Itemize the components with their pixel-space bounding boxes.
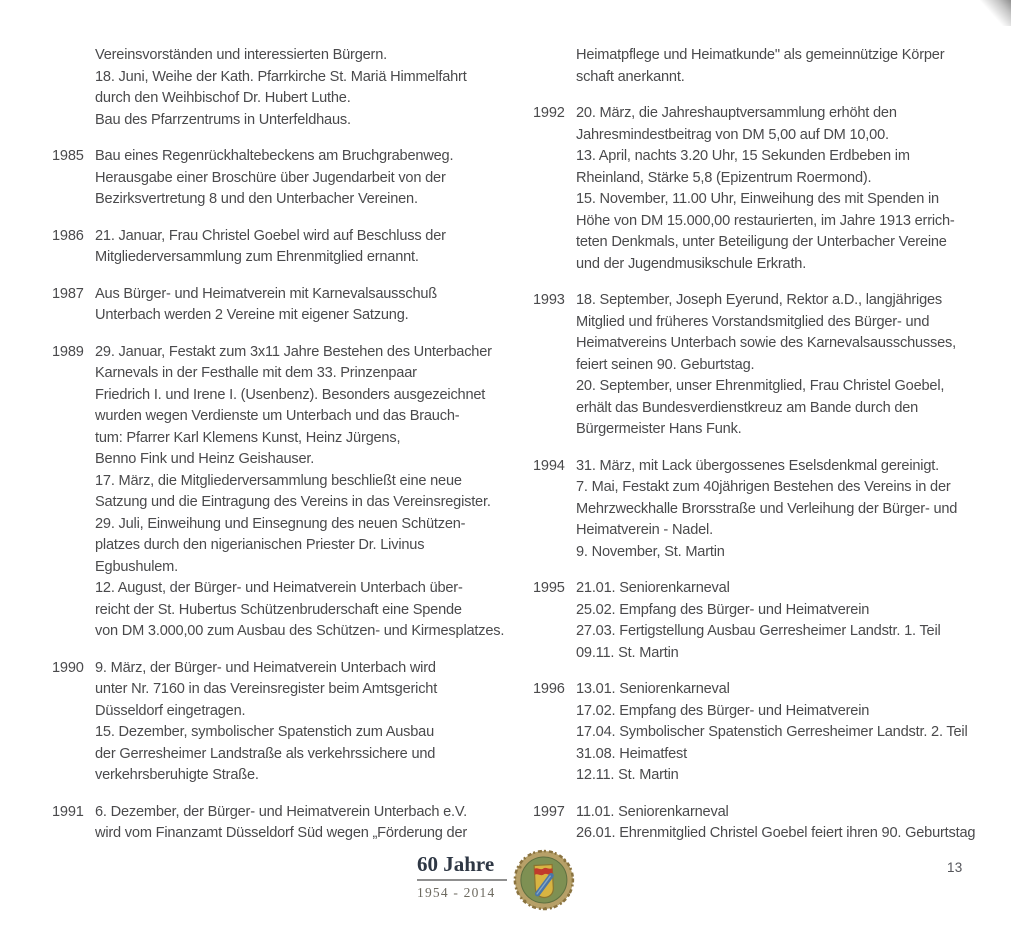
timeline-entry (52, 45, 517, 131)
entry-line: Jahresmindestbeitrag von DM 5,00 auf DM 10,00. (576, 126, 889, 143)
entry-line: von DM 3.000,00 zum Ausbau des Schützen- und Kirmesplatzes. (95, 623, 505, 639)
entry-line: 20. September, unser Ehrenmitglied, Frau Christel Goebel, (576, 378, 945, 394)
badge-years: 1954 - 2014 (417, 885, 496, 900)
timeline-entry (533, 290, 1008, 441)
entry-line: 15. November, 11.00 Uhr, Einweihung des mit Spenden in (576, 191, 939, 207)
page-curl-shadow (973, 0, 1011, 26)
timeline-entry (52, 226, 517, 269)
entry-line: Karnevals in der Festhalle mit dem 33. Prinzenpaar (95, 365, 417, 381)
entry-text (576, 45, 1008, 88)
entry-line: 26.01. Ehrenmitglied Christel Goebel feiert ihren 90. Geburtstag (576, 825, 976, 841)
timeline-entry (52, 146, 517, 211)
entry-text (576, 578, 1008, 664)
entry-line: Heimatpflege und Heimatkunde" als gemeinnützige Körper (576, 47, 945, 63)
entry-year: 1994 (533, 457, 565, 474)
entry-text (95, 226, 517, 269)
entry-line: Herausgabe einer Broschüre über Jugendarbeit von der (95, 169, 446, 186)
entry-line: 17.02. Empfang des Bürger- und Heimatverein (576, 702, 870, 719)
timeline-column-left (52, 45, 517, 860)
entry-line: reicht der St. Hubertus Schützenbruderschaft eine Spende (95, 601, 462, 618)
entry-line: der Gerresheimer Landstraße als verkehrssichere und (95, 745, 436, 762)
entry-line: erhält das Bundesverdienstkreuz am Bande durch den (576, 399, 919, 416)
entry-line: platzes durch den nigerianischen Priester Dr. Livinus (95, 537, 425, 553)
entry-line: Rheinland, Stärke 5,8 (Epizentrum Roermond). (576, 169, 872, 186)
entry-line: 9. November, St. Martin (576, 543, 725, 560)
entry-line: tum: Pfarrer Karl Klemens Kunst, Heinz Jürgens, (95, 429, 401, 446)
entry-text (576, 103, 1008, 275)
entry-line: Bau des Pfarrzentrums in Unterfeldhaus. (95, 111, 351, 128)
entry-line: 11.01. Seniorenkarneval (576, 803, 729, 820)
entry-line: Satzung und die Eintragung des Vereins in das Vereinsregister. (95, 494, 491, 510)
entry-line: 9. März, der Bürger- und Heimatverein Unterbach wird (95, 659, 436, 676)
club-crest-icon (510, 842, 578, 921)
timeline-entry (533, 802, 1008, 845)
timeline-entry (533, 578, 1008, 664)
timeline-entry (52, 342, 517, 643)
entry-line: 29. Januar, Festakt zum 3x11 Jahre Bestehen des Unterbacher (95, 343, 492, 360)
entry-text (576, 679, 1008, 787)
entry-line: Bezirksvertretung 8 und den Unterbacher Vereinen. (95, 191, 418, 207)
entry-text (576, 456, 1008, 564)
entry-line: 12.11. St. Martin (576, 767, 679, 783)
anniversary-badge-text (417, 848, 507, 901)
entry-line: 25.02. Empfang des Bürger- und Heimatverein (576, 601, 870, 618)
entry-line: wird vom Finanzamt Düsseldorf Süd wegen „Förderung der (95, 825, 468, 841)
entry-text (576, 802, 1008, 845)
entry-line: Düsseldorf eingetragen. (95, 702, 246, 719)
entry-text (576, 290, 1008, 441)
entry-line: Egbushulem. (95, 558, 178, 575)
timeline-entry (533, 103, 1008, 275)
entry-year: 1996 (533, 681, 565, 697)
entry-line: 31. März, mit Lack übergossenes Eselsdenkmal gereinigt. (576, 457, 939, 474)
entry-year: 1997 (533, 803, 565, 820)
timeline-entry (533, 456, 1008, 564)
entry-line: Bau eines Regenrückhaltebeckens am Bruchgrabenweg. (95, 148, 454, 164)
entry-line: Aus Bürger- und Heimatverein mit Karnevalsausschuß (95, 285, 438, 302)
entry-year: 1990 (52, 659, 84, 676)
entry-line: 18. September, Joseph Eyerund, Rektor a.D., langjähriges (576, 292, 943, 308)
entry-year: 1995 (533, 580, 565, 596)
entry-line: Benno Fink und Heinz Geishauser. (95, 451, 315, 467)
entry-line: 21. Januar, Frau Christel Goebel wird auf Beschluss der (95, 227, 446, 244)
entry-line: 18. Juni, Weihe der Kath. Pfarrkirche St. Mariä Himmelfahrt (95, 68, 467, 85)
entry-line: 31.08. Heimatfest (576, 745, 687, 762)
badge-title: 60 Jahre (417, 853, 507, 881)
timeline-entry (52, 658, 517, 787)
entry-year: 1991 (52, 803, 84, 820)
timeline-entry (533, 45, 1008, 88)
entry-year: 1992 (533, 105, 565, 121)
entry-line: 7. Mai, Festakt zum 40jährigen Bestehen des Vereins in der (576, 479, 951, 495)
entry-line: Mehrzweckhalle Brorsstraße und Verleihung der Bürger- und (576, 500, 958, 517)
entry-line: 17. März, die Mitgliederversammlung beschließt eine neue (95, 472, 462, 489)
entry-text (95, 658, 517, 787)
entry-line: Vereinsvorständen und interessierten Bürgern. (95, 47, 387, 63)
entry-line: verkehrsberuhigte Straße. (95, 767, 259, 783)
entry-line: 6. Dezember, der Bürger- und Heimatverein Unterbach e.V. (95, 803, 467, 820)
entry-year: 1993 (533, 292, 565, 308)
entry-text (95, 45, 517, 131)
timeline-entry (52, 284, 517, 327)
entry-line: Mitglied und früheres Vorstandsmitglied des Bürger- und (576, 313, 930, 330)
entry-line: 27.03. Fertigstellung Ausbau Gerresheimer Landstr. 1. Teil (576, 623, 941, 639)
entry-line: Friedrich I. und Irene I. (Usenbenz). Besonders ausgezeichnet (95, 386, 486, 403)
entry-year (533, 45, 576, 88)
entry-line: 21.01. Seniorenkarneval (576, 580, 730, 596)
entry-year: 1987 (52, 285, 84, 302)
entry-text (95, 146, 517, 211)
entry-line: unter Nr. 7160 in das Vereinsregister beim Amtsgericht (95, 681, 438, 697)
entry-line: 29. Juli, Einweihung und Einsegnung des neuen Schützen- (95, 515, 466, 532)
entry-line: 15. Dezember, symbolischer Spatenstich zum Ausbau (95, 724, 435, 740)
entry-text (95, 802, 517, 845)
entry-line: 12. August, der Bürger- und Heimatverein Unterbach über- (95, 580, 463, 596)
entry-line: teten Denkmals, unter Beteiligung der Unterbacher Vereine (576, 234, 947, 250)
entry-text (95, 342, 517, 643)
entry-line: Heimatverein - Nadel. (576, 522, 713, 538)
timeline-entry (52, 802, 517, 845)
timeline-column-right (533, 45, 1008, 860)
entry-line: Höhe von DM 15.000,00 restaurierten, im Jahre 1913 errich- (576, 212, 955, 229)
entry-year (52, 45, 95, 131)
entry-line: Bürgermeister Hans Funk. (576, 421, 742, 437)
entry-year: 1986 (52, 227, 84, 244)
entry-line: 20. März, die Jahreshauptversammlung erhöht den (576, 105, 897, 121)
entry-line: wurden wegen Verdienste um Unterbach und das Brauch- (95, 408, 460, 424)
entry-line: 13.01. Seniorenkarneval (576, 681, 730, 697)
entry-line: 09.11. St. Martin (576, 644, 679, 661)
anniversary-badge (417, 848, 576, 920)
timeline-entry (533, 679, 1008, 787)
entry-line: und der Jugendmusikschule Erkrath. (576, 255, 807, 272)
entry-line: Mitgliederversammlung zum Ehrenmitglied ernannt. (95, 249, 419, 265)
entry-line: Heimatvereins Unterbach sowie des Karnevalsausschusses, (576, 335, 956, 351)
entry-year: 1985 (52, 148, 84, 164)
entry-text (95, 284, 517, 327)
entry-line: feiert seinen 90. Geburtstag. (576, 356, 755, 373)
entry-line: durch den Weihbischof Dr. Hubert Luthe. (95, 90, 351, 106)
entry-line: 17.04. Symbolischer Spatenstich Gerresheimer Landstr. 2. Teil (576, 724, 968, 740)
entry-year: 1989 (52, 343, 84, 360)
entry-line: Unterbach werden 2 Vereine mit eigener Satzung. (95, 307, 409, 323)
entry-line: schaft anerkannt. (576, 68, 685, 85)
page-number: 13 (947, 860, 963, 875)
entry-line: 13. April, nachts 3.20 Uhr, 15 Sekunden Erdbeben im (576, 148, 910, 164)
